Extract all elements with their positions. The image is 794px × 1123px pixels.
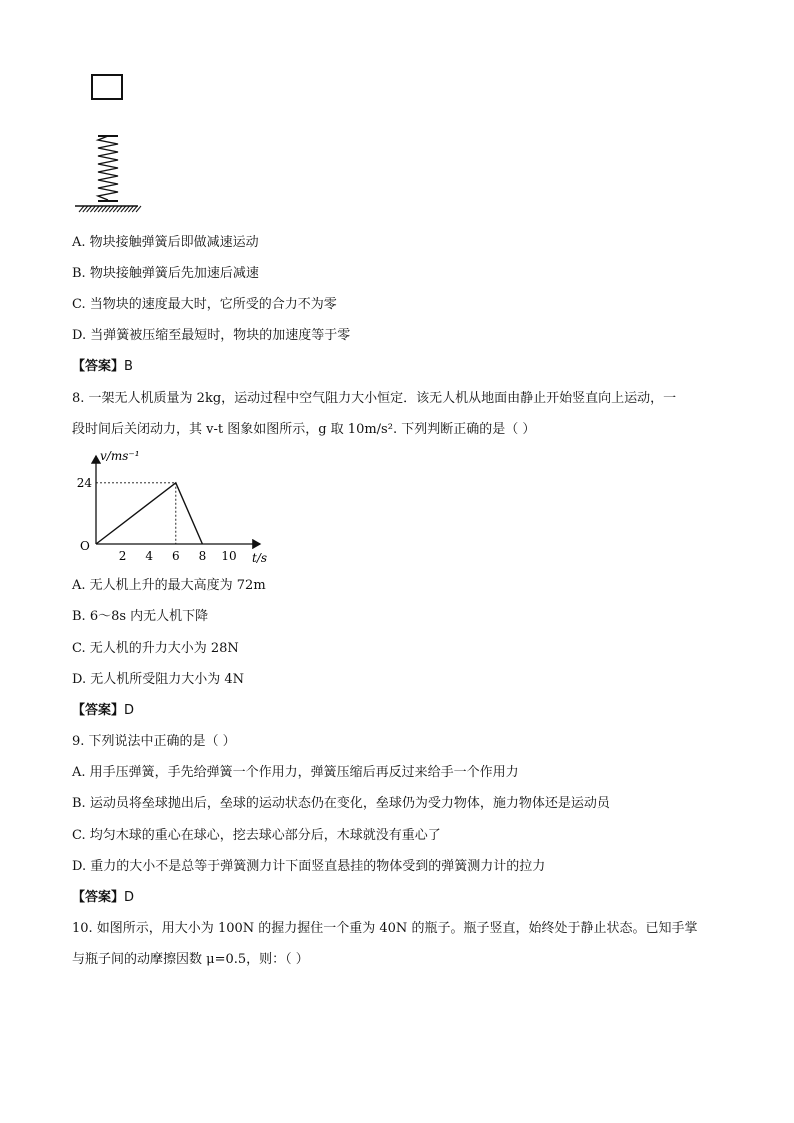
velocity-series-line: [96, 483, 202, 544]
q9-option-d: D. 重力的大小不是总等于弹簧测力计下面竖直悬挂的物体受到的弹簧测力计的拉力: [72, 859, 546, 874]
q8-stem-line2: 段时间后关闭动力，其 v-t 图象如图所示，g 取 10m/s². 下列判断正确的是（ ）: [72, 422, 536, 437]
spring: [98, 136, 118, 201]
x-tick-label: 2: [118, 549, 127, 563]
q8-answer: [72, 702, 134, 720]
q7-option-a: A. 物块接触弹簧后即做减速运动: [72, 235, 259, 250]
q8-option-b: B. 6～8s 内无人机下降: [72, 609, 209, 624]
q9-stem: 9. 下列说法中正确的是（ ）: [72, 734, 236, 749]
q9-option-b: B. 运动员将垒球抛出后，垒球的运动状态仍在变化，垒球仍为受力物体，施力物体还是运动员: [72, 796, 610, 811]
q8-option-a: A. 无人机上升的最大高度为 72m: [72, 578, 266, 593]
q7-option-b: B. 物块接触弹簧后先加速后减速: [72, 266, 259, 281]
q9-answer: [72, 889, 134, 907]
q10-stem-line1: 10. 如图所示，用大小为 100N 的握力握住一个重为 40N 的瓶子。瓶子竖直，始终处于静止状态。已知手掌: [72, 921, 698, 936]
answer-value: D: [124, 890, 135, 905]
origin-label: O: [80, 539, 90, 553]
q7-option-d: D. 当弹簧被压缩至最短时，物块的加速度等于零: [72, 328, 351, 343]
y-axis-label: v/ms⁻¹: [100, 449, 140, 463]
answer-label: 【答案】: [72, 703, 125, 718]
x-tick-label: 4: [145, 549, 154, 563]
y-tick-label: 24: [76, 475, 92, 490]
block: [92, 75, 122, 99]
q8-option-c: C. 无人机的升力大小为 28N: [72, 641, 239, 656]
q7-option-c: C. 当物块的速度最大时，它所受的合力不为零: [72, 297, 337, 312]
x-axis-label: t/s: [252, 551, 268, 565]
answer-value: D: [124, 703, 135, 718]
x-tick-label: 6: [171, 549, 180, 563]
answer-label: 【答案】: [72, 890, 125, 905]
q8-option-d: D. 无人机所受阻力大小为 4N: [72, 672, 245, 687]
q8-stem-line1: 8. 一架无人机质量为 2kg，运动过程中空气阻力大小恒定．该无人机从地面由静止开始竖直向上运动，一: [72, 391, 677, 406]
vt-chart: [70, 446, 285, 576]
answer-value: B: [124, 359, 133, 374]
q7-answer: [72, 358, 133, 376]
answer-label: 【答案】: [72, 359, 125, 374]
x-tick-label: 10: [221, 549, 237, 563]
q9-option-a: A. 用手压弹簧，手先给弹簧一个作用力，弹簧压缩后再反过来给手一个作用力: [72, 765, 519, 780]
q10-stem-line2: 与瓶子间的动摩擦因数 μ=0.5，则：（ ）: [72, 952, 309, 967]
x-tick-label: 8: [198, 549, 207, 563]
spring-block-figure: [70, 70, 150, 220]
q9-option-c: C. 均匀木球的重心在球心，挖去球心部分后，木球就没有重心了: [72, 828, 441, 843]
ground: [75, 206, 141, 212]
